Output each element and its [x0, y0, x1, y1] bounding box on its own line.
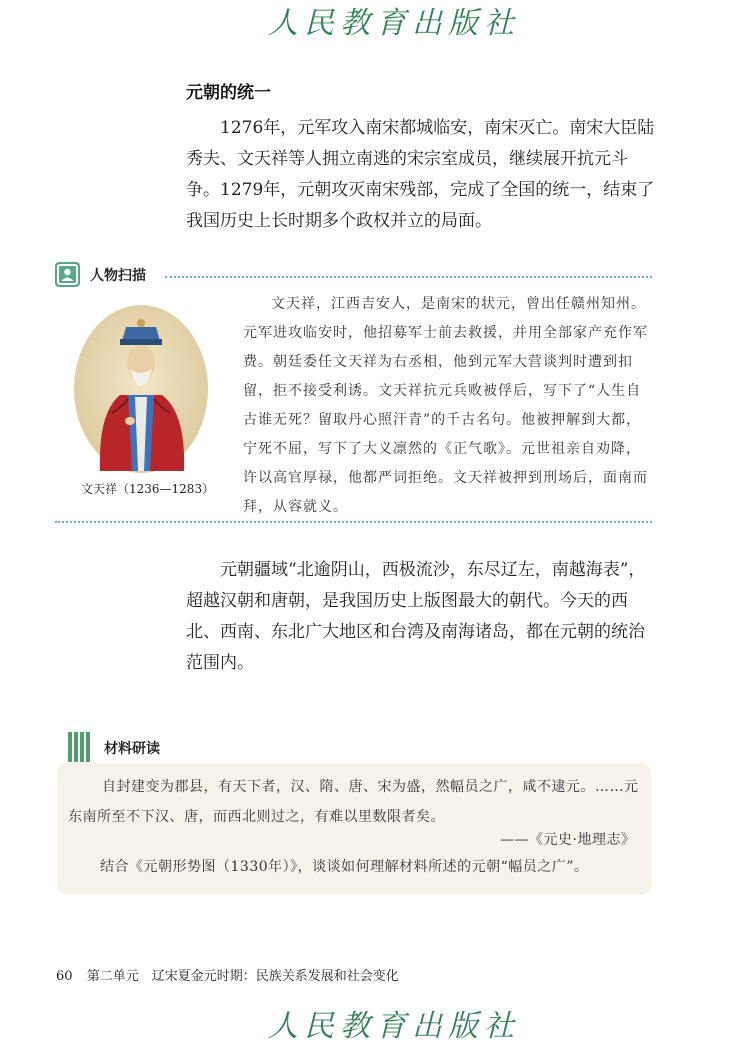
material-quote: 自封建变为郡县，有天下者，汉、隋、唐、宋为盛，然幅员之广，咸不逮元。……元东南所至不下汉、唐，而西北则过之，有难以里数限者矣。	[68, 779, 639, 825]
material-study-label: 材料研读	[104, 741, 160, 757]
paragraph-territory: 元朝疆域“北逾阴山，西极流沙，东尽辽左，南越海表”，超越汉朝和唐朝，是我国历史上版图最大的朝代。今天的西北、西南、东北广大地区和台湾及南海诸岛，都在元朝的统治范围内。	[186, 560, 646, 673]
biography-text: 文天祥，江西吉安人，是南宋的状元，曾出任赣州知州。元军进攻临安时，他招募军士前去救援，并用全部家产充作军费。朝廷委任文天祥为右丞相，他到元军大营谈判时遭到扣留，拒不接受利诱。文天祥抗元兵败被俘后，写下了“人生自古谁无死？留取丹心照汗青”的千古名句。他被押解到大都，宁死不屈，写下了大义凛然的《正气歌》。元世祖亲自劝降，许以高官厚禄，他都严词拒绝。文天祥被押到刑场后，面南而拜，从容就义。	[243, 296, 648, 515]
publisher-footer: 人民教育出版社	[268, 1009, 520, 1044]
material-question: 结合《元朝形势图（1330年）》，谈谈如何理解材料所述的元朝“幅员之广”。	[100, 859, 589, 875]
dotted-divider-top	[165, 276, 652, 278]
paragraph-unification: 1276年，元军攻入南宋都城临安，南宋灭亡。南宋大臣陆秀夫、文天祥等人拥立南逃的宋宗室成员，继续展开抗元斗争。1279年，元朝攻灭南宋残部，完成了全国的统一，结束了我国历史上长时期多个政权并立的局面。	[186, 118, 655, 231]
dotted-divider-bottom	[55, 521, 652, 523]
page-number: 60	[56, 969, 73, 984]
feature-label-person-scan: 人物扫描	[90, 268, 146, 284]
material-study-icon	[68, 732, 90, 762]
publisher-header: 人民教育出版社	[268, 6, 520, 41]
section-title: 元朝的统一	[186, 83, 271, 103]
wen-tianxiang-portrait	[72, 303, 210, 479]
material-source: ——《元史·地理志》	[500, 832, 636, 848]
portrait-caption: 文天祥（1236—1283）	[81, 482, 215, 496]
page-footer	[56, 965, 399, 984]
unit-title: 第二单元 辽宋夏金元时期：民族关系发展和社会变化	[86, 969, 399, 984]
person-scan-icon	[55, 262, 80, 287]
